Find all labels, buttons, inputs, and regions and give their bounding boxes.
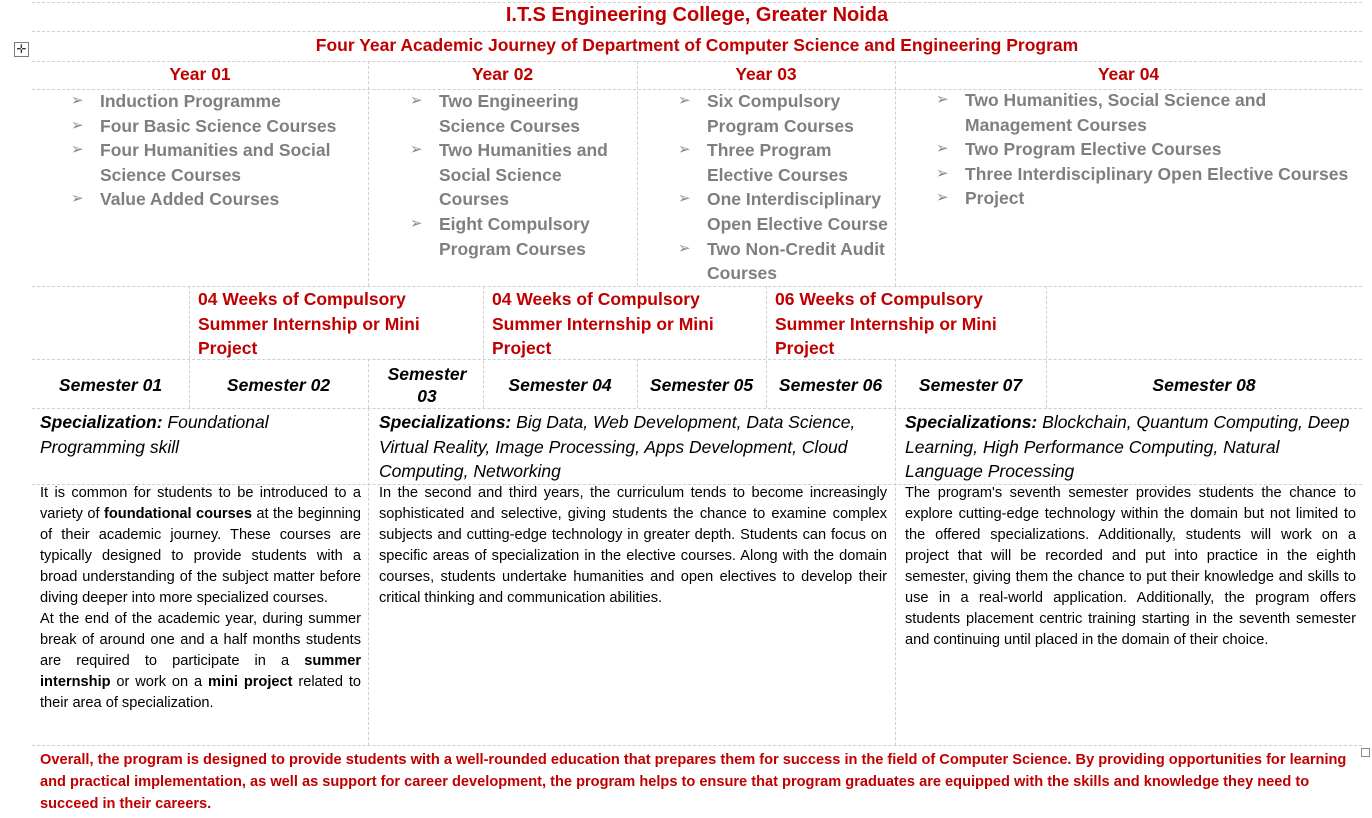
- table-resize-icon[interactable]: [1361, 748, 1370, 757]
- description-year-1: [40, 483, 361, 714]
- course-item: ➢ Three Interdisciplinary Open Elective Courses: [935, 162, 1359, 187]
- year-04-heading: Year 04: [1097, 64, 1160, 84]
- arrow-bullet-icon: ➢: [71, 190, 84, 208]
- internship-note-3: 06 Weeks of Compulsory Summer Internship or Mini Project: [775, 289, 997, 359]
- arrow-bullet-icon: ➢: [678, 141, 691, 159]
- semester-08: Semester 08: [1152, 375, 1256, 395]
- description-year-4: [905, 483, 1356, 651]
- course-item: ➢ Four Basic Science Courses: [70, 114, 365, 139]
- specialization-1: Specialization: Foundational Programming skill: [40, 412, 269, 457]
- description-paragraph: It is common for students to be introduced to a variety of foundational courses at the beginning of their academic journey. These courses are typically designed to provide students with a broad understanding of the subject matter before diving deeper into more specialized courses.: [40, 485, 362, 606]
- year-04-courses: [935, 88, 1359, 211]
- arrow-bullet-icon: ➢: [410, 214, 423, 232]
- semester-02: Semester 02: [226, 375, 331, 395]
- course-item: ➢ Value Added Courses: [70, 187, 365, 212]
- arrow-bullet-icon: ➢: [936, 140, 949, 158]
- description-paragraph: In the second and third years, the curriculum tends to become increasingly sophisticated and selective, giving students the chance to examine complex subjects and cutting-edge technology in greater depth. Students can focus on specific areas of specialization in the elective courses. Along with the domain courses, students undertake humanities and open electives to develop their critical thinking and communication abilities.: [379, 485, 887, 606]
- course-item: ➢ Two Program Elective Courses: [935, 137, 1359, 162]
- description-years-2-3: [379, 483, 887, 609]
- arrow-bullet-icon: ➢: [936, 91, 949, 108]
- college-title: I.T.S Engineering College, Greater Noida: [505, 4, 889, 26]
- year-01-courses: [70, 89, 365, 212]
- year-02-courses: [409, 89, 634, 261]
- year-01-heading: Year 01: [169, 64, 231, 84]
- course-item: ➢ Two Humanities, Social Science and Management Courses: [936, 90, 1267, 135]
- program-title: Four Year Academic Journey of Department of Computer Science and Engineering Program: [315, 35, 1079, 55]
- year-02-heading: Year 02: [471, 64, 534, 84]
- semester-05: Semester 05: [649, 375, 754, 395]
- arrow-bullet-icon: ➢: [71, 116, 84, 134]
- course-item: ➢ Two Non-Credit Audit Courses: [678, 238, 885, 284]
- course-item: ➢ Project: [935, 186, 1359, 211]
- arrow-bullet-icon: ➢: [678, 190, 691, 208]
- arrow-bullet-icon: ➢: [410, 141, 423, 159]
- course-item: ➢ Six Compulsory Program Courses: [678, 91, 854, 136]
- arrow-bullet-icon: ➢: [71, 141, 84, 159]
- table-move-icon[interactable]: ✛: [14, 42, 29, 57]
- year-03-heading: Year 03: [735, 64, 797, 84]
- course-item: ➢ Four Humanities and Social Science Courses: [71, 140, 331, 185]
- arrow-bullet-icon: ➢: [678, 92, 691, 109]
- semester-04: Semester 04: [508, 375, 612, 395]
- arrow-bullet-icon: ➢: [936, 189, 949, 207]
- course-item: ➢ One Interdisciplinary Open Elective Course: [678, 189, 888, 234]
- arrow-bullet-icon: ➢: [678, 239, 691, 257]
- internship-note-2: 04 Weeks of Compulsory Summer Internship or Mini Project: [492, 289, 714, 359]
- description-paragraph: At the end of the academic year, during summer break of around one and a half months students are required to participate in a summer internship or work on a mini project related to their area of specialization.: [40, 611, 361, 711]
- arrow-bullet-icon: ➢: [410, 92, 423, 109]
- course-item: ➢ Eight Compulsory Program Courses: [410, 213, 590, 259]
- semester-01: Semester 01: [58, 375, 163, 395]
- course-item: ➢ Three Program Elective Courses: [678, 140, 849, 185]
- semester-07: Semester 07: [918, 375, 1023, 395]
- arrow-bullet-icon: ➢: [71, 92, 84, 109]
- semester-03: Semester 03: [387, 364, 467, 406]
- internship-note-1: 04 Weeks of Compulsory Summer Internship or Mini Project: [198, 289, 420, 359]
- overall-summary: Overall, the program is designed to provide students with a well-rounded education that prepares them for success in the field of Computer Science. By providing opportunities for learning and practical implementation, as well as support for career development, the program helps to ensure that program graduates are equipped with the skills and knowledge they need to succeed in their careers.: [40, 752, 1347, 812]
- course-item: ➢ Induction Programme: [70, 89, 365, 114]
- specialization-2: Specializations: Big Data, Web Development, Data Science, Virtual Reality, Image Processing, Apps Development, Cloud Computing, Networking: [379, 412, 856, 482]
- year-03-courses: [677, 89, 892, 286]
- course-item: ➢ Two Engineering Science Courses: [410, 91, 581, 136]
- semester-06: Semester 06: [778, 375, 883, 395]
- course-item: ➢ Two Humanities and Social Science Courses: [410, 140, 608, 210]
- description-paragraph: The program's seventh semester provides students the chance to explore cutting-edge technology within the domain but not limited to the offered specializations. Additionally, students will work on a project that will be recorded and put into practice in the eighth semester, giving them the chance to put their knowledge and skills to use in a real-world application. Additionally, the program offers students placement centric training starting in the seventh semester and continuing until placed in the domain of their choice.: [905, 485, 1356, 648]
- arrow-bullet-icon: ➢: [936, 164, 949, 182]
- specialization-3: Specializations: Blockchain, Quantum Computing, Deep Learning, High Performance Computing, Natural Language Processing: [905, 412, 1350, 482]
